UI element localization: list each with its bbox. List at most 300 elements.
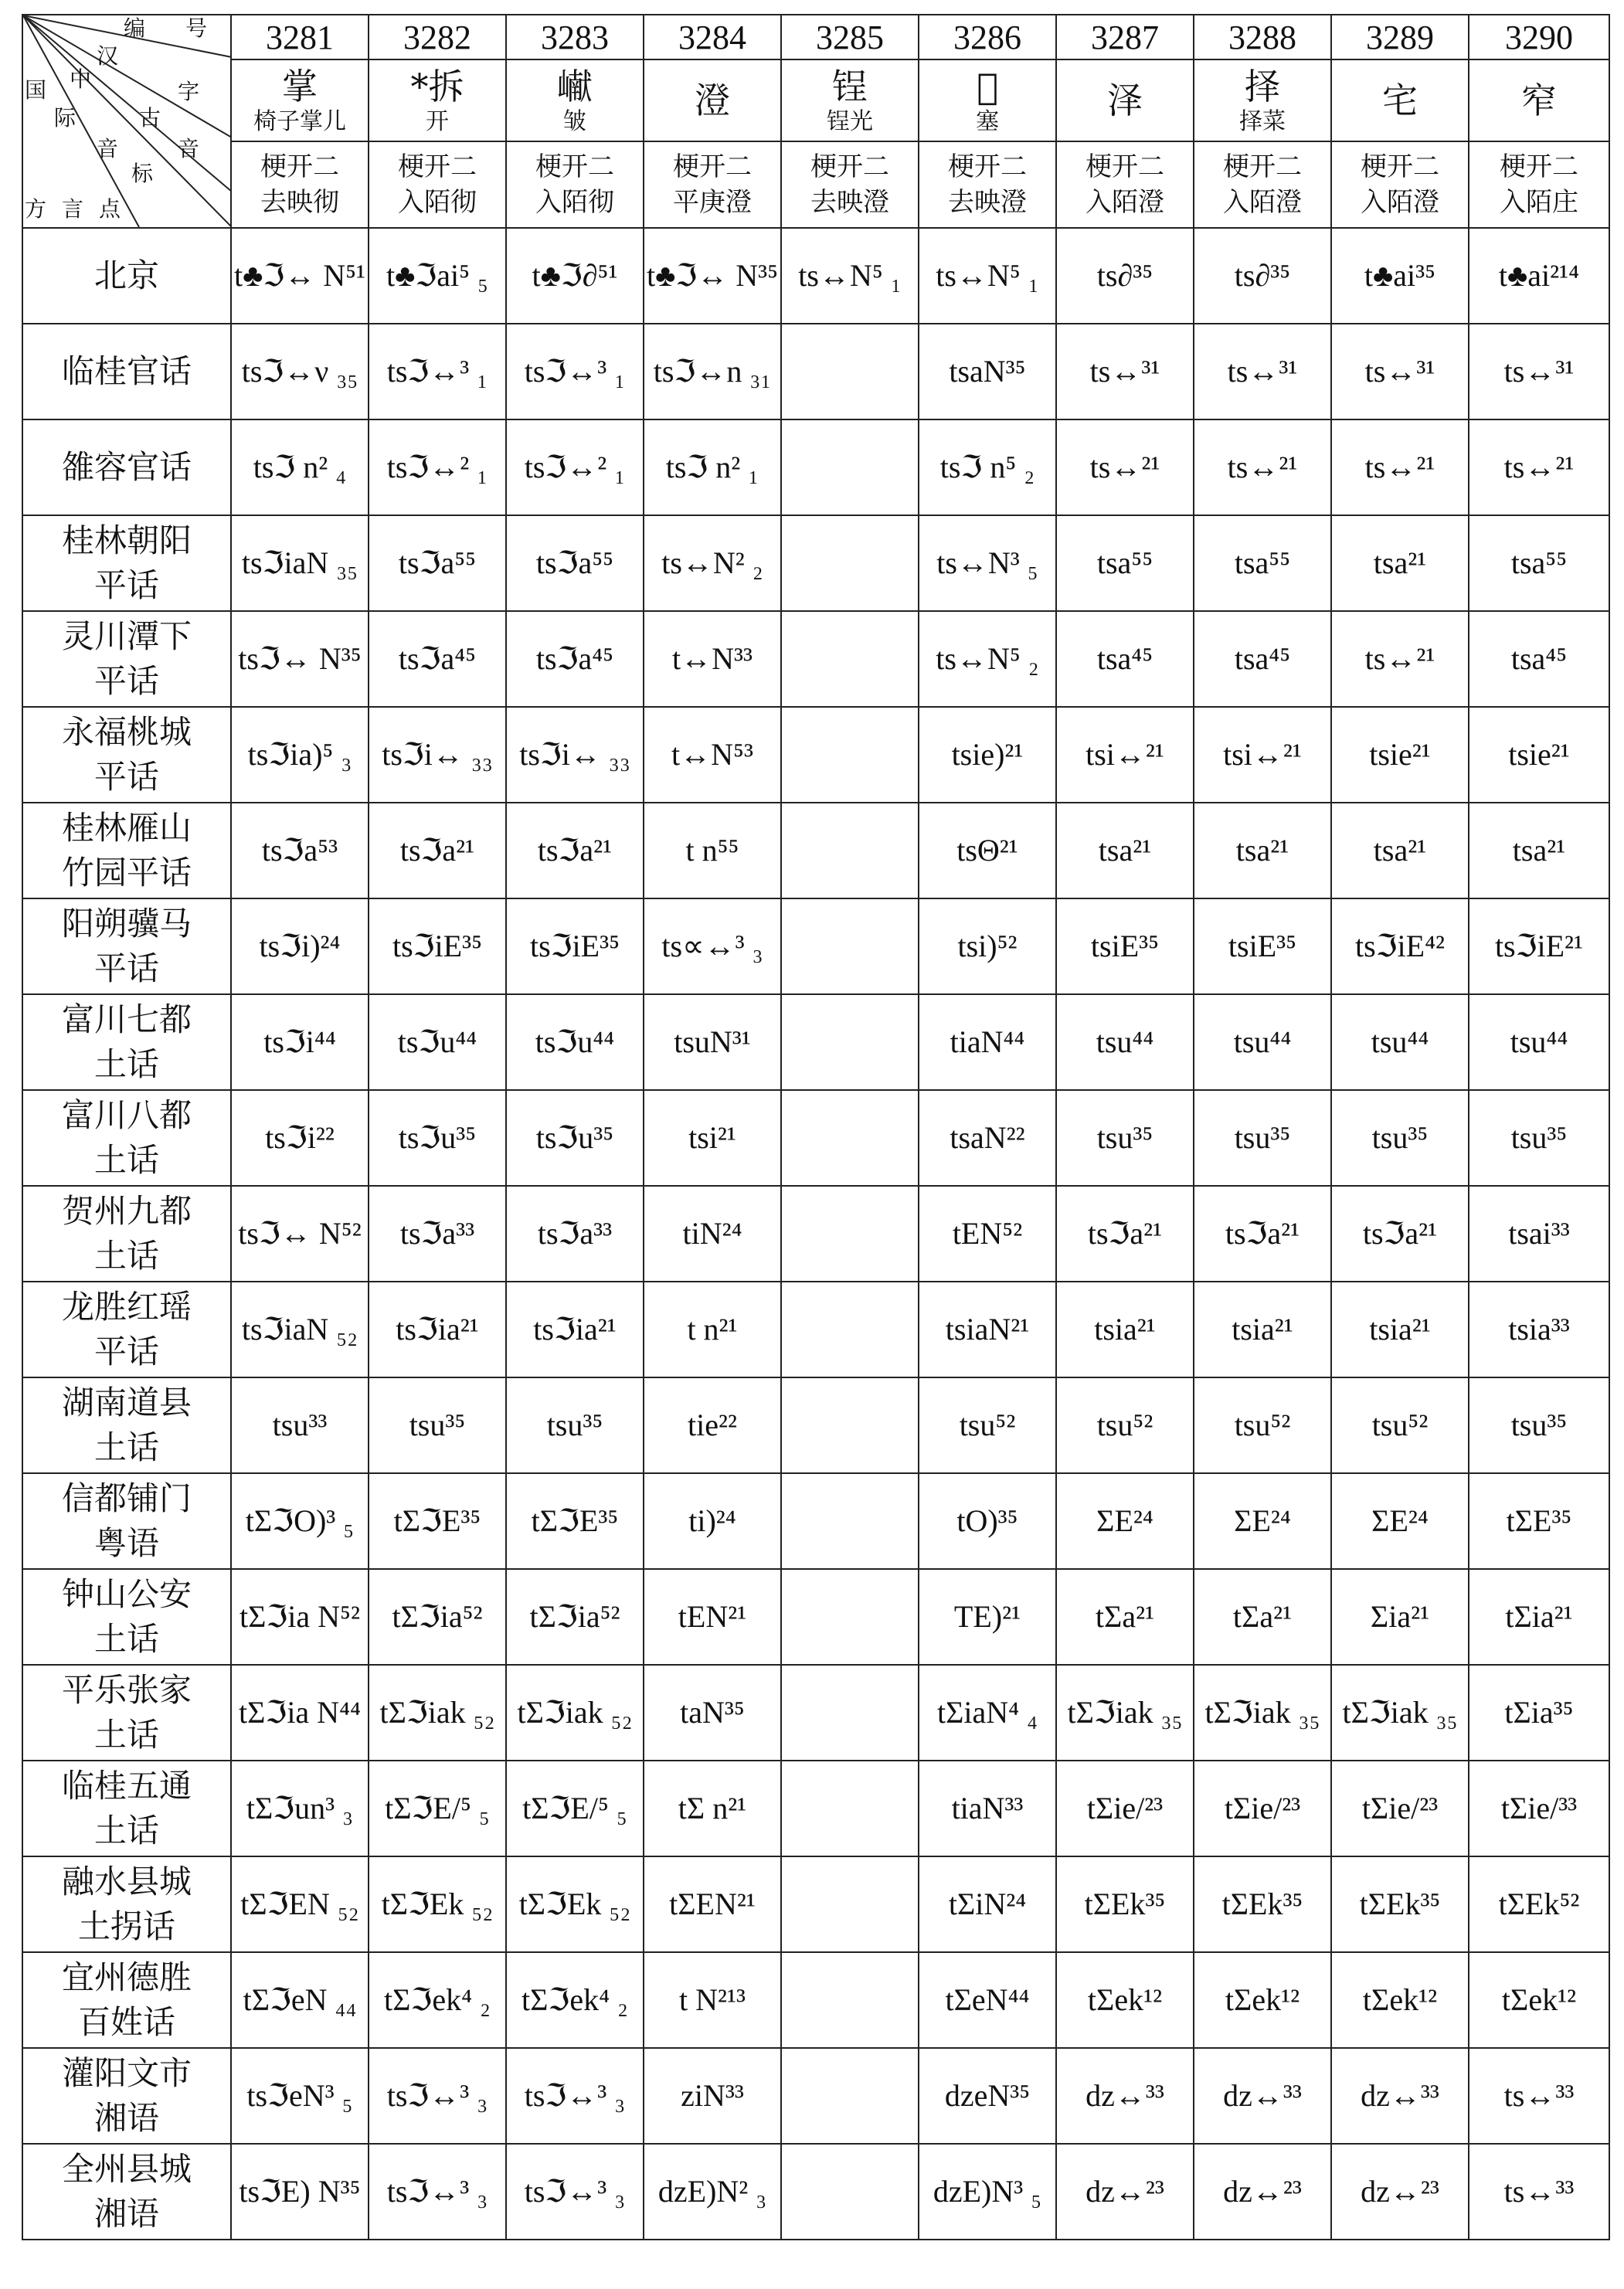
pronunciation-cell: tsia²¹ bbox=[1331, 1282, 1469, 1377]
dialect-name-line1: 融水县城 bbox=[61, 1863, 192, 1900]
middle-chinese-category: 梗开二 bbox=[810, 151, 889, 182]
pronunciation-cell: tsa²¹ bbox=[1469, 803, 1609, 898]
pronunciation-cell: tsℑu³⁵ bbox=[369, 1090, 506, 1186]
column-character: *拆 bbox=[410, 66, 464, 107]
pronunciation-cell: tΣEN²¹ bbox=[644, 1856, 781, 1952]
pronunciation-cell: tsa⁵⁵ bbox=[1469, 515, 1609, 611]
column-gloss: 塞 bbox=[976, 108, 999, 135]
dialect-name-cell bbox=[22, 228, 231, 324]
pronunciation-cell: tsℑa⁵⁵ bbox=[506, 515, 644, 611]
pronunciation-cell: tΣek¹² bbox=[1056, 1952, 1194, 2048]
pronunciation-cell: tsℑi)²⁴ bbox=[231, 898, 369, 994]
pronunciation-cell: ziN³³ bbox=[644, 2048, 781, 2144]
column-number: 3282 bbox=[369, 15, 506, 59]
pronunciation-cell: tsu⁵² bbox=[1194, 1377, 1331, 1473]
dialect-name-cell bbox=[22, 1186, 231, 1282]
pronunciation-cell: tiaN³³ bbox=[919, 1761, 1056, 1856]
column-character: 泽 bbox=[1107, 80, 1143, 121]
pronunciation-cell: tEN²¹ bbox=[644, 1569, 781, 1665]
pronunciation-cell: tsie)²¹ bbox=[919, 707, 1056, 803]
dialect-name-line2: 粤语 bbox=[93, 1524, 159, 1562]
column-number: 3281 bbox=[231, 15, 369, 59]
pronunciation-cell: ΣE²⁴ bbox=[1056, 1473, 1194, 1569]
corner-label: 言 bbox=[62, 196, 84, 222]
dialect-character-table-page bbox=[22, 14, 1610, 2273]
pronunciation-cell bbox=[781, 1186, 919, 1282]
pronunciation-cell: tsu³³ bbox=[231, 1377, 369, 1473]
pronunciation-cell: tO)³⁵ bbox=[919, 1473, 1056, 1569]
pronunciation-cell: tsℑa⁵⁵ bbox=[369, 515, 506, 611]
dialect-row bbox=[22, 1569, 1609, 1665]
pronunciation-cell: tΣek¹² bbox=[1331, 1952, 1469, 2048]
pronunciation-cell: dzE)N² ₃ bbox=[644, 2144, 781, 2240]
column-gloss: 椅子掌儿 bbox=[253, 108, 346, 135]
pronunciation-cell: tsu³⁵ bbox=[1469, 1090, 1609, 1186]
dialect-name-cell bbox=[22, 1856, 231, 1952]
pronunciation-cell: ts↔²¹ bbox=[1194, 419, 1331, 515]
dialect-name-line2: 土话 bbox=[93, 1716, 159, 1754]
dialect-name-line2: 平话 bbox=[93, 662, 159, 700]
pronunciation-cell: tsu⁴⁴ bbox=[1331, 994, 1469, 1090]
pronunciation-cell: tΣℑeN ₄₄ bbox=[231, 1952, 369, 2048]
pronunciation-cell: tΣie/²³ bbox=[1331, 1761, 1469, 1856]
pronunciation-cell: t♣ai³⁵ bbox=[1331, 228, 1469, 324]
pronunciation-cell: tsu⁴⁴ bbox=[1056, 994, 1194, 1090]
column-character: 掌 bbox=[282, 66, 318, 107]
pronunciation-cell: ti)²⁴ bbox=[644, 1473, 781, 1569]
pronunciation-cell bbox=[781, 1569, 919, 1665]
dialect-name-line1: 临桂五通 bbox=[61, 1767, 192, 1805]
middle-chinese-category: 梗开二 bbox=[398, 151, 477, 182]
pronunciation-cell: tΣie/²³ bbox=[1194, 1761, 1331, 1856]
pronunciation-cell: tsu³⁵ bbox=[1331, 1090, 1469, 1186]
pronunciation-cell: tsℑ↔ N⁵² bbox=[231, 1186, 369, 1282]
column-character: 择 bbox=[1245, 66, 1280, 107]
corner-label: 方 bbox=[25, 196, 47, 222]
column-character-cell bbox=[1331, 59, 1469, 141]
dialect-name-line1: 雒容官话 bbox=[61, 448, 192, 486]
pronunciation-cell: tsℑ↔³ ₁ bbox=[369, 324, 506, 419]
dialect-name-line1: 桂林雁山 bbox=[61, 809, 192, 847]
dialect-row bbox=[22, 1473, 1609, 1569]
pronunciation-cell: tΣie/²³ bbox=[1056, 1761, 1194, 1856]
column-character-cell bbox=[919, 59, 1056, 141]
dialect-row bbox=[22, 1282, 1609, 1377]
dialect-row bbox=[22, 1090, 1609, 1186]
pronunciation-cell bbox=[781, 611, 919, 707]
corner-label: 标 bbox=[131, 161, 154, 186]
pronunciation-cell: t♣ℑ↔ N³⁵ bbox=[644, 228, 781, 324]
dialect-name-line2: 土话 bbox=[93, 1812, 159, 1849]
dialect-name-line1: 宜州德胜 bbox=[61, 1958, 192, 1996]
middle-chinese-initial: 去映澄 bbox=[948, 187, 1027, 218]
pronunciation-cell: tΣℑE/⁵ ₅ bbox=[506, 1761, 644, 1856]
pronunciation-cell: ts↔³¹ bbox=[1331, 324, 1469, 419]
pronunciation-cell: tsΘ²¹ bbox=[919, 803, 1056, 898]
pronunciation-cell: tΣℑO)³ ₅ bbox=[231, 1473, 369, 1569]
middle-chinese-cell bbox=[644, 141, 781, 228]
pronunciation-cell: tΣℑEk ₅₂ bbox=[369, 1856, 506, 1952]
pronunciation-cell: tsai³³ bbox=[1469, 1186, 1609, 1282]
pronunciation-cell: tsaN²² bbox=[919, 1090, 1056, 1186]
pronunciation-cell: tsℑu⁴⁴ bbox=[369, 994, 506, 1090]
middle-chinese-row bbox=[22, 141, 1609, 228]
pronunciation-cell bbox=[781, 1090, 919, 1186]
pronunciation-cell: tsiE³⁵ bbox=[1056, 898, 1194, 994]
pronunciation-cell: t♣ℑ∂⁵¹ bbox=[506, 228, 644, 324]
corner-label: 字 bbox=[178, 79, 200, 104]
pronunciation-cell: ts↔N⁵ ₂ bbox=[919, 611, 1056, 707]
dialect-row bbox=[22, 1952, 1609, 2048]
pronunciation-cell: tΣEk³⁵ bbox=[1331, 1856, 1469, 1952]
dialect-name-cell bbox=[22, 1377, 231, 1473]
dialect-name-line1: 灌阳文市 bbox=[61, 2054, 192, 2092]
dialect-row bbox=[22, 803, 1609, 898]
pronunciation-cell: tsℑ↔n ₃₁ bbox=[644, 324, 781, 419]
middle-chinese-category: 梗开二 bbox=[1223, 151, 1302, 182]
pronunciation-cell: tsℑiE²¹ bbox=[1469, 898, 1609, 994]
pronunciation-cell: tΣek¹² bbox=[1194, 1952, 1331, 2048]
dialect-name-line2: 湘语 bbox=[93, 2195, 159, 2233]
column-number: 3283 bbox=[506, 15, 644, 59]
dialect-name-line2: 平话 bbox=[93, 566, 159, 604]
middle-chinese-initial: 去映彻 bbox=[260, 187, 339, 218]
pronunciation-cell: t↔N³³ bbox=[644, 611, 781, 707]
dialect-name-line1: 龙胜红瑶 bbox=[61, 1288, 192, 1326]
pronunciation-cell: tsi)⁵² bbox=[919, 898, 1056, 994]
pronunciation-cell: tΣEk⁵² bbox=[1469, 1856, 1609, 1952]
column-character-cell bbox=[369, 59, 506, 141]
dialect-row bbox=[22, 1186, 1609, 1282]
pronunciation-cell bbox=[781, 324, 919, 419]
pronunciation-cell: tsℑi²² bbox=[231, 1090, 369, 1186]
pronunciation-cell bbox=[781, 707, 919, 803]
pronunciation-cell: tsa²¹ bbox=[1056, 803, 1194, 898]
pronunciation-cell: tsa²¹ bbox=[1331, 515, 1469, 611]
pronunciation-cell: ts↔³¹ bbox=[1056, 324, 1194, 419]
pronunciation-cell: t↔N⁵³ bbox=[644, 707, 781, 803]
dialect-name-cell bbox=[22, 1569, 231, 1665]
pronunciation-cell: tsia²¹ bbox=[1056, 1282, 1194, 1377]
middle-chinese-cell bbox=[1469, 141, 1609, 228]
dialect-name-cell bbox=[22, 1952, 231, 2048]
dialect-name-line1: 永福桃城 bbox=[61, 713, 192, 751]
pronunciation-cell: tsℑ↔³ ₁ bbox=[506, 324, 644, 419]
pronunciation-cell: t♣ai²¹⁴ bbox=[1469, 228, 1609, 324]
pronunciation-cell: tΣℑia N⁵² bbox=[231, 1569, 369, 1665]
pronunciation-cell: tΣℑiak ₅₂ bbox=[369, 1665, 506, 1761]
column-gloss: 开 bbox=[426, 108, 449, 135]
pronunciation-cell: tsℑi↔ ₃₃ bbox=[369, 707, 506, 803]
pronunciation-cell: tΣℑEk ₅₂ bbox=[506, 1856, 644, 1952]
pronunciation-cell: tΣa²¹ bbox=[1194, 1569, 1331, 1665]
dialect-name-line2: 土话 bbox=[93, 1620, 159, 1658]
column-character: 𪩘 bbox=[557, 66, 593, 107]
middle-chinese-cell bbox=[1331, 141, 1469, 228]
pronunciation-cell: tΣℑE³⁵ bbox=[369, 1473, 506, 1569]
pronunciation-cell: tsℑa²¹ bbox=[1331, 1186, 1469, 1282]
middle-chinese-cell bbox=[781, 141, 919, 228]
pronunciation-cell bbox=[781, 1952, 919, 2048]
pronunciation-cell: tsℑa³³ bbox=[369, 1186, 506, 1282]
pronunciation-cell: dz↔³³ bbox=[1331, 2048, 1469, 2144]
pronunciation-cell: ts∂³⁵ bbox=[1056, 228, 1194, 324]
middle-chinese-category: 梗开二 bbox=[260, 151, 339, 182]
dialect-name-line1: 钟山公安 bbox=[61, 1575, 192, 1613]
pronunciation-cell: tΣℑia⁵² bbox=[506, 1569, 644, 1665]
middle-chinese-initial: 去映澄 bbox=[810, 187, 889, 218]
pronunciation-cell: ts↔²¹ bbox=[1331, 611, 1469, 707]
dialect-name-cell bbox=[22, 1090, 231, 1186]
pronunciation-cell: tsℑiaN ₃₅ bbox=[231, 515, 369, 611]
pronunciation-cell: tsu³⁵ bbox=[1469, 1377, 1609, 1473]
middle-chinese-initial: 入陌澄 bbox=[1085, 187, 1164, 218]
middle-chinese-cell bbox=[1056, 141, 1194, 228]
column-character-cell bbox=[1194, 59, 1331, 141]
middle-chinese-cell bbox=[506, 141, 644, 228]
corner-label: 点 bbox=[99, 196, 121, 222]
dialect-row bbox=[22, 228, 1609, 324]
pronunciation-cell bbox=[781, 515, 919, 611]
corner-header-cell bbox=[22, 15, 231, 228]
pronunciation-cell: tΣℑiak ₅₂ bbox=[506, 1665, 644, 1761]
pronunciation-cell: tsℑa²¹ bbox=[1194, 1186, 1331, 1282]
dialect-name-cell bbox=[22, 2144, 231, 2240]
pronunciation-cell: tsℑ↔³ ₃ bbox=[369, 2144, 506, 2240]
dialect-row bbox=[22, 1377, 1609, 1473]
pronunciation-cell: tsℑa²¹ bbox=[369, 803, 506, 898]
pronunciation-cell: ts∝↔³ ₃ bbox=[644, 898, 781, 994]
dialect-row bbox=[22, 419, 1609, 515]
dialect-name-cell bbox=[22, 611, 231, 707]
pronunciation-cell: tΣie/³³ bbox=[1469, 1761, 1609, 1856]
dialect-name-line2: 平话 bbox=[93, 758, 159, 796]
pronunciation-cell: tsℑia²¹ bbox=[506, 1282, 644, 1377]
corner-label: 编 bbox=[124, 15, 146, 41]
pronunciation-cell: tΣℑiak ₃₅ bbox=[1331, 1665, 1469, 1761]
corner-diagonal-4 bbox=[23, 15, 232, 192]
pronunciation-cell: taN³⁵ bbox=[644, 1665, 781, 1761]
pronunciation-cell: tΣℑek⁴ ₂ bbox=[506, 1952, 644, 2048]
pronunciation-cell: t n²¹ bbox=[644, 1282, 781, 1377]
dialect-row bbox=[22, 324, 1609, 419]
pronunciation-cell: tsa²¹ bbox=[1194, 803, 1331, 898]
dialect-row bbox=[22, 611, 1609, 707]
dialect-name-cell bbox=[22, 994, 231, 1090]
middle-chinese-initial: 入陌彻 bbox=[535, 187, 614, 218]
dialect-name-line1: 富川八都 bbox=[61, 1096, 192, 1134]
pronunciation-cell: tsℑiE⁴² bbox=[1331, 898, 1469, 994]
pronunciation-cell: tΣℑek⁴ ₂ bbox=[369, 1952, 506, 2048]
dialect-name-cell bbox=[22, 1761, 231, 1856]
dialect-name-line1: 贺州九都 bbox=[61, 1192, 192, 1230]
pronunciation-cell: ts↔N² ₂ bbox=[644, 515, 781, 611]
pronunciation-cell: tsℑa³³ bbox=[506, 1186, 644, 1282]
dialect-name-line1: 信都铺门 bbox=[61, 1479, 192, 1517]
pronunciation-cell: ts↔³³ bbox=[1469, 2048, 1609, 2144]
pronunciation-cell: tsa⁵⁵ bbox=[1194, 515, 1331, 611]
pronunciation-cell: tΣeN⁴⁴ bbox=[919, 1952, 1056, 2048]
dialect-name-cell bbox=[22, 2048, 231, 2144]
middle-chinese-initial: 入陌澄 bbox=[1361, 187, 1439, 218]
dialect-name-line2: 土拐话 bbox=[77, 1907, 175, 1945]
pronunciation-cell: tΣEk³⁵ bbox=[1056, 1856, 1194, 1952]
column-character-cell bbox=[1469, 59, 1609, 141]
pronunciation-cell: tsia²¹ bbox=[1194, 1282, 1331, 1377]
pronunciation-cell: tiN²⁴ bbox=[644, 1186, 781, 1282]
column-gloss: 择菜 bbox=[1239, 108, 1286, 135]
pronunciation-cell: tΣℑE/⁵ ₅ bbox=[369, 1761, 506, 1856]
pronunciation-cell: tsu⁵² bbox=[1056, 1377, 1194, 1473]
dialect-name-line2: 湘语 bbox=[93, 2099, 159, 2137]
dialect-row bbox=[22, 2144, 1609, 2240]
dialect-name-line2: 土话 bbox=[93, 1141, 159, 1179]
pronunciation-cell: dz↔³³ bbox=[1194, 2048, 1331, 2144]
middle-chinese-category: 梗开二 bbox=[535, 151, 614, 182]
middle-chinese-cell bbox=[919, 141, 1056, 228]
pronunciation-cell: tsℑ n² ₄ bbox=[231, 419, 369, 515]
pronunciation-cell: tΣiaN⁴ ₄ bbox=[919, 1665, 1056, 1761]
column-number: 3288 bbox=[1194, 15, 1331, 59]
pronunciation-cell: tsℑa⁵³ bbox=[231, 803, 369, 898]
middle-chinese-category: 梗开二 bbox=[948, 151, 1027, 182]
pronunciation-cell bbox=[781, 1761, 919, 1856]
pronunciation-cell: t♣ℑ↔ N⁵¹ bbox=[231, 228, 369, 324]
dialect-name-line1: 平乐张家 bbox=[61, 1671, 192, 1709]
pronunciation-cell: ts↔²¹ bbox=[1056, 419, 1194, 515]
column-character-cell bbox=[231, 59, 369, 141]
column-character: 𥕬 bbox=[977, 66, 998, 107]
dialect-name-cell bbox=[22, 803, 231, 898]
pronunciation-cell: tsℑ↔ N³⁵ bbox=[231, 611, 369, 707]
dialect-row bbox=[22, 515, 1609, 611]
pronunciation-cell bbox=[781, 2048, 919, 2144]
middle-chinese-initial: 入陌澄 bbox=[1223, 187, 1302, 218]
middle-chinese-category: 梗开二 bbox=[1500, 151, 1578, 182]
pronunciation-cell: ΣE²⁴ bbox=[1331, 1473, 1469, 1569]
pronunciation-cell: tsa⁵⁵ bbox=[1056, 515, 1194, 611]
pronunciation-cell bbox=[781, 1665, 919, 1761]
pronunciation-cell bbox=[781, 898, 919, 994]
number-row bbox=[22, 15, 1609, 59]
middle-chinese-category: 梗开二 bbox=[1085, 151, 1164, 182]
pronunciation-cell: tsu⁴⁴ bbox=[1194, 994, 1331, 1090]
pronunciation-cell: tΣℑiak ₃₅ bbox=[1194, 1665, 1331, 1761]
pronunciation-cell: tsiE³⁵ bbox=[1194, 898, 1331, 994]
corner-label: 中 bbox=[70, 66, 92, 92]
pronunciation-cell: tsi↔²¹ bbox=[1056, 707, 1194, 803]
pronunciation-cell bbox=[781, 419, 919, 515]
pronunciation-cell: dz↔²³ bbox=[1331, 2144, 1469, 2240]
dialect-name-line1: 阳朔骥马 bbox=[61, 905, 192, 942]
pronunciation-cell: tΣek¹² bbox=[1469, 1952, 1609, 2048]
dialect-name-cell bbox=[22, 707, 231, 803]
column-character-cell bbox=[1056, 59, 1194, 141]
pronunciation-cell: tΣia²¹ bbox=[1469, 1569, 1609, 1665]
dialect-row bbox=[22, 1761, 1609, 1856]
pronunciation-cell: tsℑa⁴⁵ bbox=[506, 611, 644, 707]
pronunciation-cell: tsℑi⁴⁴ bbox=[231, 994, 369, 1090]
pronunciation-cell: tsℑ n² ₁ bbox=[644, 419, 781, 515]
dialect-name-line1: 富川七都 bbox=[61, 1000, 192, 1038]
column-number: 3284 bbox=[644, 15, 781, 59]
dialect-name-cell bbox=[22, 515, 231, 611]
pronunciation-cell: tie²² bbox=[644, 1377, 781, 1473]
pronunciation-cell: ts↔²¹ bbox=[1331, 419, 1469, 515]
corner-label: 音 bbox=[97, 136, 119, 161]
corner-diagonal-3 bbox=[23, 15, 139, 227]
dialect-name-cell bbox=[22, 324, 231, 419]
pronunciation-cell bbox=[781, 2144, 919, 2240]
pronunciation-cell: tΣℑiak ₃₅ bbox=[1056, 1665, 1194, 1761]
pronunciation-cell bbox=[781, 1282, 919, 1377]
corner-label: 音 bbox=[178, 136, 200, 161]
pronunciation-cell: tsℑ n⁵ ₂ bbox=[919, 419, 1056, 515]
pronunciation-cell: tsℑiE³⁵ bbox=[506, 898, 644, 994]
middle-chinese-cell bbox=[1194, 141, 1331, 228]
dialect-name-line1: 临桂官话 bbox=[61, 352, 192, 390]
pronunciation-cell: ts↔²¹ bbox=[1469, 419, 1609, 515]
dialect-row bbox=[22, 994, 1609, 1090]
pronunciation-cell: tsu⁴⁴ bbox=[1469, 994, 1609, 1090]
pronunciation-cell: ts↔N⁵ ₁ bbox=[919, 228, 1056, 324]
dialect-row bbox=[22, 1665, 1609, 1761]
pronunciation-cell bbox=[781, 1856, 919, 1952]
pronunciation-cell: tΣa²¹ bbox=[1056, 1569, 1194, 1665]
pronunciation-cell: tΣia³⁵ bbox=[1469, 1665, 1609, 1761]
dialect-name-cell bbox=[22, 419, 231, 515]
table-header bbox=[22, 15, 1609, 228]
pronunciation-cell: tsℑia²¹ bbox=[369, 1282, 506, 1377]
dialect-name-line1: 桂林朝阳 bbox=[61, 521, 192, 559]
pronunciation-cell bbox=[781, 1473, 919, 1569]
corner-label: 号 bbox=[185, 15, 208, 41]
dialect-name-line2: 平话 bbox=[93, 1333, 159, 1370]
column-character-cell bbox=[506, 59, 644, 141]
pronunciation-cell: tΣℑia N⁴⁴ bbox=[231, 1665, 369, 1761]
dialect-table bbox=[22, 14, 1610, 2240]
dialect-row bbox=[22, 707, 1609, 803]
column-character-cell bbox=[781, 59, 919, 141]
pronunciation-cell: tEN⁵² bbox=[919, 1186, 1056, 1282]
column-character: 宅 bbox=[1382, 80, 1418, 121]
dialect-name-cell bbox=[22, 898, 231, 994]
pronunciation-cell: tsuN³¹ bbox=[644, 994, 781, 1090]
pronunciation-cell: tsℑE) N³⁵ bbox=[231, 2144, 369, 2240]
pronunciation-cell: tΣE³⁵ bbox=[1469, 1473, 1609, 1569]
column-number: 3285 bbox=[781, 15, 919, 59]
pronunciation-cell: ts↔³¹ bbox=[1194, 324, 1331, 419]
corner-label: 际 bbox=[54, 105, 76, 131]
pronunciation-cell: dzeN³⁵ bbox=[919, 2048, 1056, 2144]
pronunciation-cell: tΣℑia⁵² bbox=[369, 1569, 506, 1665]
pronunciation-cell: ts↔N⁵ ₁ bbox=[781, 228, 919, 324]
pronunciation-cell: t♣ℑai⁵ ₅ bbox=[369, 228, 506, 324]
pronunciation-cell: t N²¹³ bbox=[644, 1952, 781, 2048]
middle-chinese-cell bbox=[231, 141, 369, 228]
pronunciation-cell: t n⁵⁵ bbox=[644, 803, 781, 898]
pronunciation-cell: tsia³³ bbox=[1469, 1282, 1609, 1377]
dialect-name-cell bbox=[22, 1665, 231, 1761]
corner-label: 古 bbox=[139, 105, 161, 131]
pronunciation-cell: ts↔³³ bbox=[1469, 2144, 1609, 2240]
pronunciation-cell: tsa²¹ bbox=[1331, 803, 1469, 898]
column-number: 3287 bbox=[1056, 15, 1194, 59]
dialect-name-line1: 湖南道县 bbox=[61, 1384, 192, 1421]
pronunciation-cell: tΣℑE³⁵ bbox=[506, 1473, 644, 1569]
pronunciation-cell: tsℑ↔³ ₃ bbox=[506, 2144, 644, 2240]
corner-label: 国 bbox=[25, 77, 47, 103]
